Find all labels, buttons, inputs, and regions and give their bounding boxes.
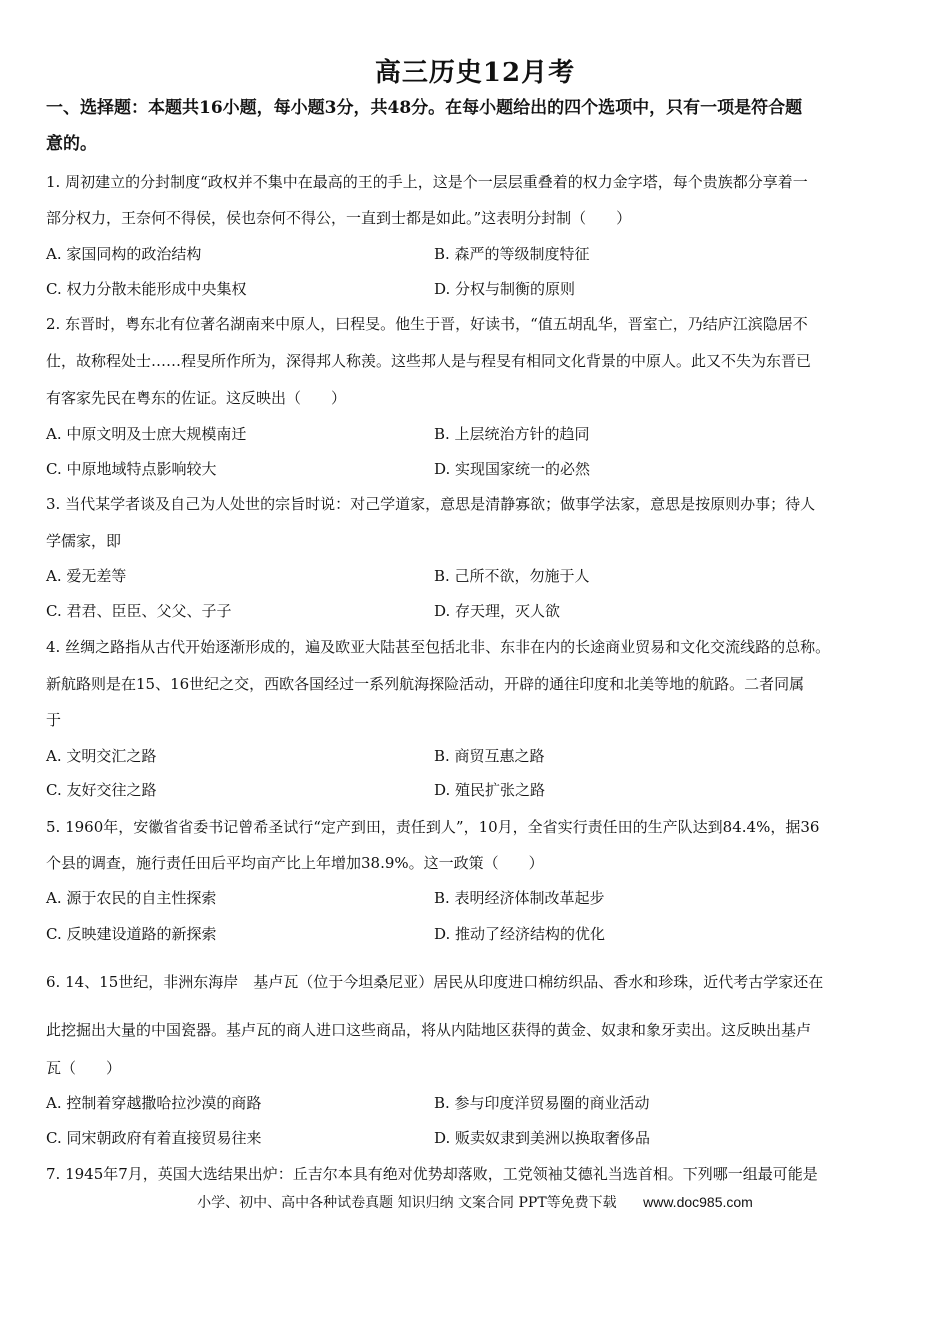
section-heading-line-1: 一、选择题：本题共16小题，每小题3分，共48分。在每小题给出的四个选项中，只有一项是符合题: [46, 98, 803, 118]
question-6-option-b: B. 参与印度洋贸易圈的商业活动: [434, 1094, 650, 1112]
question-6-line-3: 瓦（ ）: [46, 1059, 122, 1077]
question-6-line-2: 此挖掘出大量的中国瓷器。基卢瓦的商人进口这些商品，将从内陆地区获得的黄金、奴隶和象牙卖出。这反映出基卢: [46, 1021, 812, 1039]
question-5-option-c: C. 反映建设道路的新探索: [46, 925, 217, 943]
question-2-option-a: A. 中原文明及士庶大规模南迁: [46, 425, 247, 443]
question-4-line-1: 4. 丝绸之路指从古代开始逐渐形成的，遍及欧亚大陆甚至包括北非、东非在内的长途商业贸易和文化交流线路的总称。: [46, 638, 831, 656]
question-6-line-1: 6. 14、15世纪，非洲东海岸 基卢瓦（位于今坦桑尼亚）居民从印度进口棉纺织品、香水和珍珠，近代考古学家还在: [46, 973, 824, 991]
section-heading-line-2: 意的。: [46, 134, 97, 154]
question-7-line-1: 7. 1945年7月，英国大选结果出炉：丘吉尔本具有绝对优势却落败，工党领袖艾德礼当选首相。下列哪一组最可能是: [46, 1165, 818, 1183]
question-5-line-1: 5. 1960年，安徽省省委书记曾希圣试行“定产到田，责任到人”，10月，全省实行责任田的生产队达到84.4%，据36: [46, 818, 820, 836]
page-footer: [0, 1192, 950, 1213]
question-5-option-d: D. 推动了经济结构的优化: [434, 925, 606, 943]
question-2-line-2: 仕，故称程处士……程旻所作所为，深得邦人称羡。这些邦人是与程旻有相同文化背景的中原人。此又不失为东晋已: [46, 352, 812, 370]
question-4-option-b: B. 商贸互惠之路: [434, 747, 545, 765]
question-1-option-c: C. 权力分散未能形成中央集权: [46, 280, 247, 298]
question-3-option-a: A. 爱无差等: [46, 567, 127, 585]
question-3-option-b: B. 己所不欲，勿施于人: [434, 567, 590, 585]
question-4-option-c: C. 友好交往之路: [46, 781, 157, 799]
question-2-option-c: C. 中原地域特点影响较大: [46, 460, 217, 478]
question-1-option-a: A. 家国同构的政治结构: [46, 245, 202, 263]
question-6-option-a: A. 控制着穿越撒哈拉沙漠的商路: [46, 1094, 262, 1112]
question-1-line-1: 1. 周初建立的分封制度“政权并不集中在最高的王的手上，这是个一层层重叠着的权力金字塔，每个贵族都分享着一: [46, 173, 808, 191]
footer-url[interactable]: www.doc985.com: [643, 1194, 753, 1210]
question-3-line-1: 3. 当代某学者谈及自己为人处世的宗旨时说：对己学道家，意思是清静寡欲；做事学法家，意思是按原则办事；待人: [46, 495, 816, 513]
question-2-option-d: D. 实现国家统一的必然: [434, 460, 591, 478]
question-1-option-d: D. 分权与制衡的原则: [434, 280, 576, 298]
question-1-option-b: B. 森严的等级制度特征: [434, 245, 590, 263]
question-3-option-c: C. 君君、臣臣、父父、子子: [46, 602, 232, 620]
question-2-line-1: 2. 东晋时，粤东北有位著名湖南来中原人，曰程旻。他生于晋，好读书，“值五胡乱华，晋室亡，乃结庐江滨隐居不: [46, 315, 808, 333]
question-3-option-d: D. 存天理，灭人欲: [434, 602, 561, 620]
question-2-line-3: 有客家先民在粤东的佐证。这反映出（ ）: [46, 389, 347, 407]
question-5-option-a: A. 源于农民的自主性探索: [46, 889, 217, 907]
question-6-option-c: C. 同宋朝政府有着直接贸易往来: [46, 1129, 262, 1147]
question-4-line-2: 新航路则是在15、16世纪之交，西欧各国经过一系列航海探险活动，开辟的通往印度和北美等地的航路。二者同属: [46, 675, 805, 693]
question-5-line-2: 个县的调查，施行责任田后平均亩产比上年增加38.9%。这一政策（ ）: [46, 854, 544, 872]
question-2-option-b: B. 上层统治方针的趋同: [434, 425, 590, 443]
question-3-line-2: 学儒家，即: [46, 532, 122, 550]
exam-title: 高三历史12月考: [374, 58, 576, 88]
footer-text: 小学、初中、高中各种试卷真题 知识归纳 文案合同 PPT等免费下载: [197, 1195, 617, 1211]
question-4-option-a: A. 文明交汇之路: [46, 747, 157, 765]
question-6-option-d: D. 贩卖奴隶到美洲以换取奢侈品: [434, 1129, 651, 1147]
question-4-option-d: D. 殖民扩张之路: [434, 781, 546, 799]
question-5-option-b: B. 表明经济体制改革起步: [434, 889, 605, 907]
question-4-line-3: 于: [46, 711, 62, 729]
question-1-line-2: 部分权力，王奈何不得侯，侯也奈何不得公，一直到士都是如此。”这表明分封制（ ）: [46, 209, 632, 227]
